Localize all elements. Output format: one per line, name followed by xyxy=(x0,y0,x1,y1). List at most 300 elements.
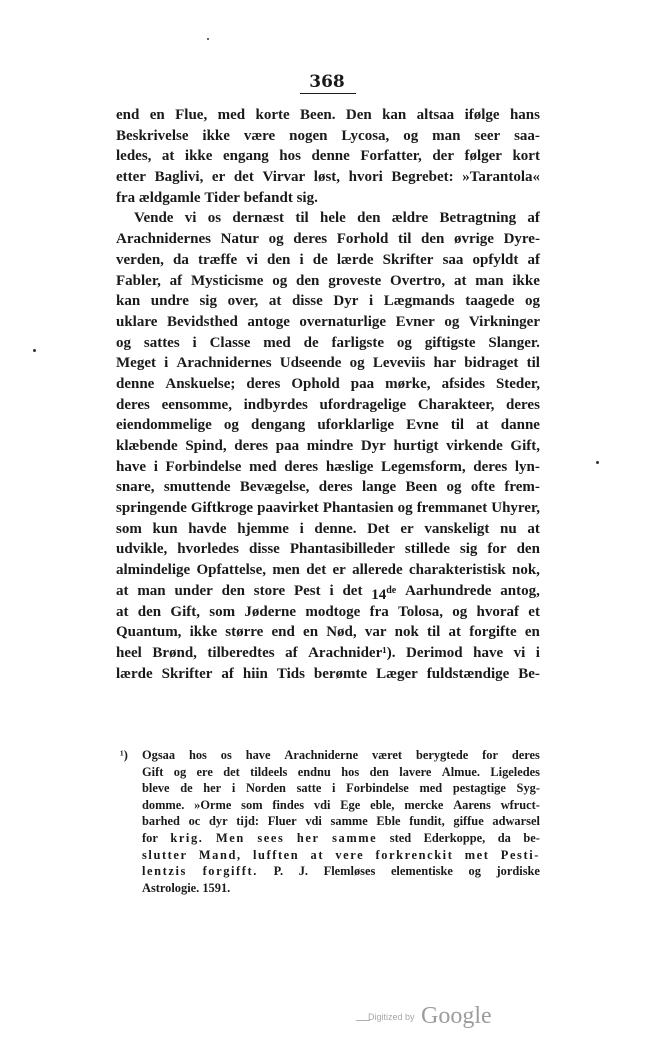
word: Brønd, xyxy=(152,644,197,661)
word: sig. xyxy=(296,189,318,206)
word: bidraget xyxy=(464,355,519,372)
text-line xyxy=(116,498,540,519)
word: saa xyxy=(442,251,464,268)
word: af xyxy=(527,210,540,227)
word: end xyxy=(116,107,140,123)
word: stillede xyxy=(404,541,450,558)
word: den xyxy=(516,541,540,558)
word: wfruct- xyxy=(500,797,540,812)
word: domme. xyxy=(142,797,185,812)
word: Slanger. xyxy=(488,334,540,351)
word: lavere xyxy=(399,764,432,779)
word: forgifft. xyxy=(202,864,258,879)
text-line xyxy=(116,126,540,147)
word: »Orme xyxy=(194,797,232,812)
word: forgifte xyxy=(469,624,517,641)
word: Astrologie. xyxy=(142,880,200,895)
word: P. xyxy=(273,864,284,879)
word: dernæst xyxy=(232,210,285,227)
word: Tolosa, xyxy=(398,603,443,620)
word: Dyr xyxy=(333,293,359,310)
word: denne xyxy=(311,148,350,165)
word: Bevægelse, xyxy=(239,479,310,496)
word: fremmanet xyxy=(416,500,488,517)
word: det xyxy=(223,764,240,779)
word: Almue. xyxy=(441,764,480,779)
word: Fabler, xyxy=(116,272,161,289)
word: hurtigt xyxy=(393,438,439,454)
word: disse xyxy=(248,541,280,558)
word: Gift, xyxy=(170,603,200,620)
word: man xyxy=(432,127,461,144)
word: jordiske xyxy=(496,864,540,879)
word: de xyxy=(312,251,328,268)
word: mørke, xyxy=(385,375,431,392)
word: samme xyxy=(332,830,378,845)
text-line xyxy=(116,602,540,623)
word: eble, xyxy=(370,797,395,812)
word: nok xyxy=(394,624,419,641)
footnote-line xyxy=(120,863,540,880)
word: vere xyxy=(335,847,365,862)
word: man xyxy=(475,272,504,289)
word: modtoge xyxy=(305,603,361,620)
word: man xyxy=(137,582,166,599)
watermark-brand: Google xyxy=(420,1003,492,1029)
word: af xyxy=(527,251,540,268)
word: at xyxy=(161,148,175,165)
word: Vende xyxy=(134,210,174,227)
word: hæslige xyxy=(325,458,374,475)
word: indbyrdes xyxy=(243,396,308,413)
word: Betragtning xyxy=(439,210,517,227)
scan-speck xyxy=(596,461,599,464)
word: bleve xyxy=(142,781,170,796)
word: Bevidsthed xyxy=(166,313,238,330)
text-line xyxy=(116,560,540,581)
word: snare, xyxy=(116,479,155,496)
word: Lægmands xyxy=(383,293,455,310)
footnote-line xyxy=(120,747,540,764)
word: verden, xyxy=(116,251,164,268)
word: og xyxy=(403,127,419,144)
word: som xyxy=(116,520,142,537)
word: af xyxy=(169,272,183,289)
text-line xyxy=(116,167,540,188)
word: Ligeledes xyxy=(490,764,540,779)
word: Virvar xyxy=(262,169,306,186)
word: Nød, xyxy=(326,624,357,641)
word: 1591. xyxy=(202,880,231,895)
word: ufordragelige xyxy=(319,396,407,413)
word: vanskeligt xyxy=(424,520,490,537)
word: danne xyxy=(500,417,540,434)
word: giftigste xyxy=(424,334,476,351)
word: det xyxy=(306,562,327,579)
word: Phantasien xyxy=(322,500,394,517)
word: vi xyxy=(246,251,258,268)
word: paavirket xyxy=(257,500,319,517)
word: det xyxy=(233,169,254,186)
word: her xyxy=(203,781,222,796)
text-line xyxy=(116,457,540,478)
word: samme xyxy=(330,814,368,829)
word: berømte xyxy=(313,665,368,682)
word: Eble xyxy=(376,814,401,829)
word: den xyxy=(137,603,162,620)
word: afsides xyxy=(441,375,485,392)
word: Den xyxy=(345,107,372,123)
word: overnaturlige xyxy=(299,313,387,330)
text-line xyxy=(116,208,540,229)
word: fra xyxy=(116,189,136,206)
word: og xyxy=(173,764,187,779)
word: til xyxy=(398,231,412,248)
word: Ederkoppe, xyxy=(423,830,486,845)
word: Dyr xyxy=(360,438,386,454)
word: i xyxy=(329,582,334,599)
word: Pest xyxy=(293,582,321,599)
word: slutter xyxy=(142,847,188,862)
word: saa- xyxy=(514,127,540,144)
text-line xyxy=(116,436,540,457)
word: Derimod xyxy=(405,644,463,661)
word: kan xyxy=(116,293,141,310)
word: i xyxy=(164,355,169,372)
word: Opfattelse, xyxy=(196,562,267,579)
word: kort xyxy=(512,148,540,165)
word: Syg- xyxy=(516,781,540,796)
word: hans xyxy=(509,107,540,123)
word: Phantasibilleder xyxy=(289,541,395,558)
word: Forhold xyxy=(336,231,389,248)
word: ikke xyxy=(189,624,218,641)
word: Ogsaa xyxy=(142,748,176,762)
word: krig. xyxy=(170,830,204,845)
footnote-line xyxy=(120,813,540,830)
word: lærde xyxy=(116,665,153,682)
word: nok, xyxy=(511,562,540,579)
word: end xyxy=(271,624,295,641)
word: og xyxy=(349,355,365,372)
word: barhed xyxy=(142,814,180,829)
text-line xyxy=(116,622,540,643)
word: Begrebet: xyxy=(391,169,454,186)
word: og xyxy=(223,417,239,434)
word: os xyxy=(220,748,232,762)
word: Det xyxy=(367,520,390,537)
word: ofte xyxy=(470,479,496,496)
word: Arachnider¹). xyxy=(308,644,396,661)
word: tijd: xyxy=(236,814,259,829)
text-line xyxy=(116,312,540,333)
word: paa xyxy=(350,375,375,392)
word: Been. xyxy=(300,107,336,123)
word: seer xyxy=(474,127,501,144)
word: Ophold xyxy=(291,375,340,392)
footnote-line xyxy=(120,764,540,781)
word: til xyxy=(450,417,465,434)
word: for xyxy=(482,748,498,762)
word: Aarhundrede xyxy=(405,582,492,599)
word: til xyxy=(295,210,309,227)
word: i xyxy=(153,458,158,475)
word: at xyxy=(268,293,282,310)
text-line xyxy=(116,291,540,312)
word: met xyxy=(464,847,490,862)
word: det xyxy=(342,582,363,599)
word: være xyxy=(243,127,276,144)
word: en xyxy=(303,624,319,641)
word: Arachniderne xyxy=(284,748,359,762)
word: deres xyxy=(506,396,540,413)
word: været xyxy=(371,748,403,762)
word: at xyxy=(448,624,462,641)
word: os xyxy=(207,210,222,227)
word: hos xyxy=(341,764,360,779)
text-line xyxy=(116,229,540,250)
word: er xyxy=(332,562,346,579)
word: hvoraf xyxy=(476,603,520,620)
word: be- xyxy=(523,830,540,845)
word: dengang xyxy=(251,417,306,434)
word: deres xyxy=(234,438,269,454)
word: som xyxy=(241,797,263,812)
word: mercke xyxy=(404,797,444,812)
word: at xyxy=(116,603,129,620)
word: og xyxy=(446,479,462,496)
word: de xyxy=(303,334,319,351)
word: Evner xyxy=(395,313,435,330)
word: Be- xyxy=(518,665,540,682)
word: den xyxy=(421,231,445,248)
watermark-prefix: Digitized by xyxy=(368,1012,415,1022)
word: Steder, xyxy=(495,375,540,392)
text-line xyxy=(116,395,540,416)
word: at xyxy=(527,520,540,537)
word: en xyxy=(149,107,165,123)
word: sees xyxy=(257,830,285,845)
word: elementiske xyxy=(390,864,453,879)
word: have xyxy=(245,748,271,762)
word: der xyxy=(432,148,454,165)
word: hos xyxy=(279,148,301,165)
text-line xyxy=(116,539,540,560)
scan-speck xyxy=(33,349,36,352)
word: i xyxy=(332,781,336,796)
word: vi xyxy=(184,210,197,227)
word: har xyxy=(433,355,457,372)
word: pestagtige xyxy=(452,781,506,796)
word: at xyxy=(476,417,489,434)
word: men xyxy=(272,562,300,579)
word: Tids xyxy=(276,665,305,682)
word: sig xyxy=(199,293,217,310)
word: paa xyxy=(275,438,300,454)
word: »Tarantola« xyxy=(462,169,540,186)
word: frem- xyxy=(504,479,540,496)
google-watermark xyxy=(368,1003,492,1030)
word: Jøderne xyxy=(244,603,297,620)
word: at xyxy=(453,272,467,289)
word: her xyxy=(296,830,320,845)
word: Virkninger xyxy=(468,313,540,330)
text-line xyxy=(116,271,540,292)
word: oc xyxy=(188,814,201,829)
word: lentzis xyxy=(142,864,187,879)
word: Gift, xyxy=(510,438,540,454)
word: Ege xyxy=(340,797,361,812)
word: uklare xyxy=(116,313,158,330)
word: med xyxy=(419,781,443,796)
word: vi xyxy=(513,644,526,661)
text-line xyxy=(116,664,540,685)
page-number: 368 xyxy=(309,72,345,92)
footnote-line xyxy=(120,797,540,814)
word: Skrifter xyxy=(382,251,434,268)
word: disse xyxy=(291,293,323,310)
word: af xyxy=(285,644,298,661)
word: Men xyxy=(215,830,245,845)
word: Gift xyxy=(142,764,164,779)
word: med xyxy=(217,107,246,123)
word: adwarsel xyxy=(492,814,540,829)
word: løst, xyxy=(313,169,341,186)
word: under xyxy=(174,582,213,599)
word: eiendommelige xyxy=(116,417,212,434)
word: større xyxy=(225,624,264,641)
word: Forfatter, xyxy=(360,148,422,165)
word: Pesti- xyxy=(500,847,540,862)
word: og xyxy=(452,603,468,620)
footnote-marker: ¹) xyxy=(120,748,128,762)
word: Mand, xyxy=(198,847,242,862)
word: Natur xyxy=(220,231,259,248)
word: er xyxy=(211,169,226,186)
word: Anskuelse; xyxy=(165,375,236,392)
text-line xyxy=(116,353,540,374)
word: Aarens xyxy=(453,797,491,812)
word: den xyxy=(369,764,389,779)
word: for xyxy=(487,541,507,558)
word: deres xyxy=(511,748,540,762)
word: Uhyrer, xyxy=(491,500,540,517)
word: forkrenckit xyxy=(375,847,454,862)
text-line xyxy=(116,477,540,498)
word: befandt xyxy=(243,189,293,206)
word: Mysticisme xyxy=(190,272,264,289)
word: for xyxy=(142,830,158,845)
scan-speck xyxy=(207,38,209,40)
word: da xyxy=(497,830,511,845)
word: vdi xyxy=(313,797,331,812)
word: til xyxy=(427,624,441,641)
word: Charakteer, xyxy=(417,396,495,413)
body-text xyxy=(116,105,540,684)
word: altsaa xyxy=(416,107,455,123)
word: en xyxy=(524,624,540,641)
word: kan xyxy=(382,107,407,123)
word: springende xyxy=(116,500,187,517)
word: findes xyxy=(272,797,305,812)
word: Læger xyxy=(376,665,418,682)
word: Skrifter xyxy=(161,665,213,682)
word: have xyxy=(473,644,504,661)
text-line xyxy=(116,374,540,395)
word: at xyxy=(310,847,325,862)
word: Lycosa, xyxy=(341,127,390,144)
word: sted xyxy=(389,830,412,845)
word: den xyxy=(267,251,291,268)
word: da xyxy=(173,251,189,268)
word: undre xyxy=(150,293,189,310)
word: ere xyxy=(196,764,213,779)
text-line xyxy=(116,333,540,354)
word: Meget xyxy=(116,355,156,372)
word: i xyxy=(192,334,197,351)
word: de xyxy=(180,781,193,796)
word: Dyre- xyxy=(503,231,540,248)
word: med xyxy=(249,458,277,475)
word: deres xyxy=(318,479,353,496)
word: store xyxy=(253,582,286,599)
word: endnu xyxy=(297,764,331,779)
word: deres xyxy=(246,375,281,392)
text-line xyxy=(116,250,540,271)
word: nu xyxy=(500,520,517,537)
word: ældgamle xyxy=(138,189,201,206)
word: fuldstændige xyxy=(426,665,510,682)
word: antog, xyxy=(500,582,540,599)
word: deres xyxy=(284,458,319,475)
word: taagede xyxy=(465,293,515,310)
word: opfyldt xyxy=(472,251,519,268)
word: Fluer xyxy=(267,814,297,829)
word: i xyxy=(231,781,236,796)
word: træffe xyxy=(197,251,238,268)
word: berygtede xyxy=(415,748,469,762)
word: farligste xyxy=(331,334,384,351)
word: Arachnidernes xyxy=(116,231,211,248)
footnote-line xyxy=(120,880,540,897)
word: øvrige xyxy=(453,231,494,248)
word: sig xyxy=(459,541,478,558)
word: af xyxy=(221,665,234,682)
word: er xyxy=(400,520,414,537)
word: Baglivi, xyxy=(154,169,204,186)
word: havde xyxy=(188,520,227,537)
word: eensomme, xyxy=(161,396,232,413)
word: ikke xyxy=(184,148,213,165)
word: lufften xyxy=(252,847,300,862)
word: uforklarlige xyxy=(317,417,394,434)
word: hvori xyxy=(348,169,383,186)
word: smuttende xyxy=(163,479,231,496)
word: Udseende xyxy=(279,355,342,372)
word: Flemløses xyxy=(323,864,376,879)
word: deres xyxy=(293,231,328,248)
word: hjemme xyxy=(237,520,289,537)
word: i xyxy=(368,293,374,310)
word: mindre xyxy=(306,438,354,454)
word: klæbende xyxy=(116,438,178,454)
word: engang xyxy=(222,148,269,165)
text-line xyxy=(116,415,540,436)
word: lyn- xyxy=(514,458,540,475)
word: Forbindelse xyxy=(346,781,409,796)
word: og xyxy=(524,293,540,310)
word: og xyxy=(468,864,481,879)
